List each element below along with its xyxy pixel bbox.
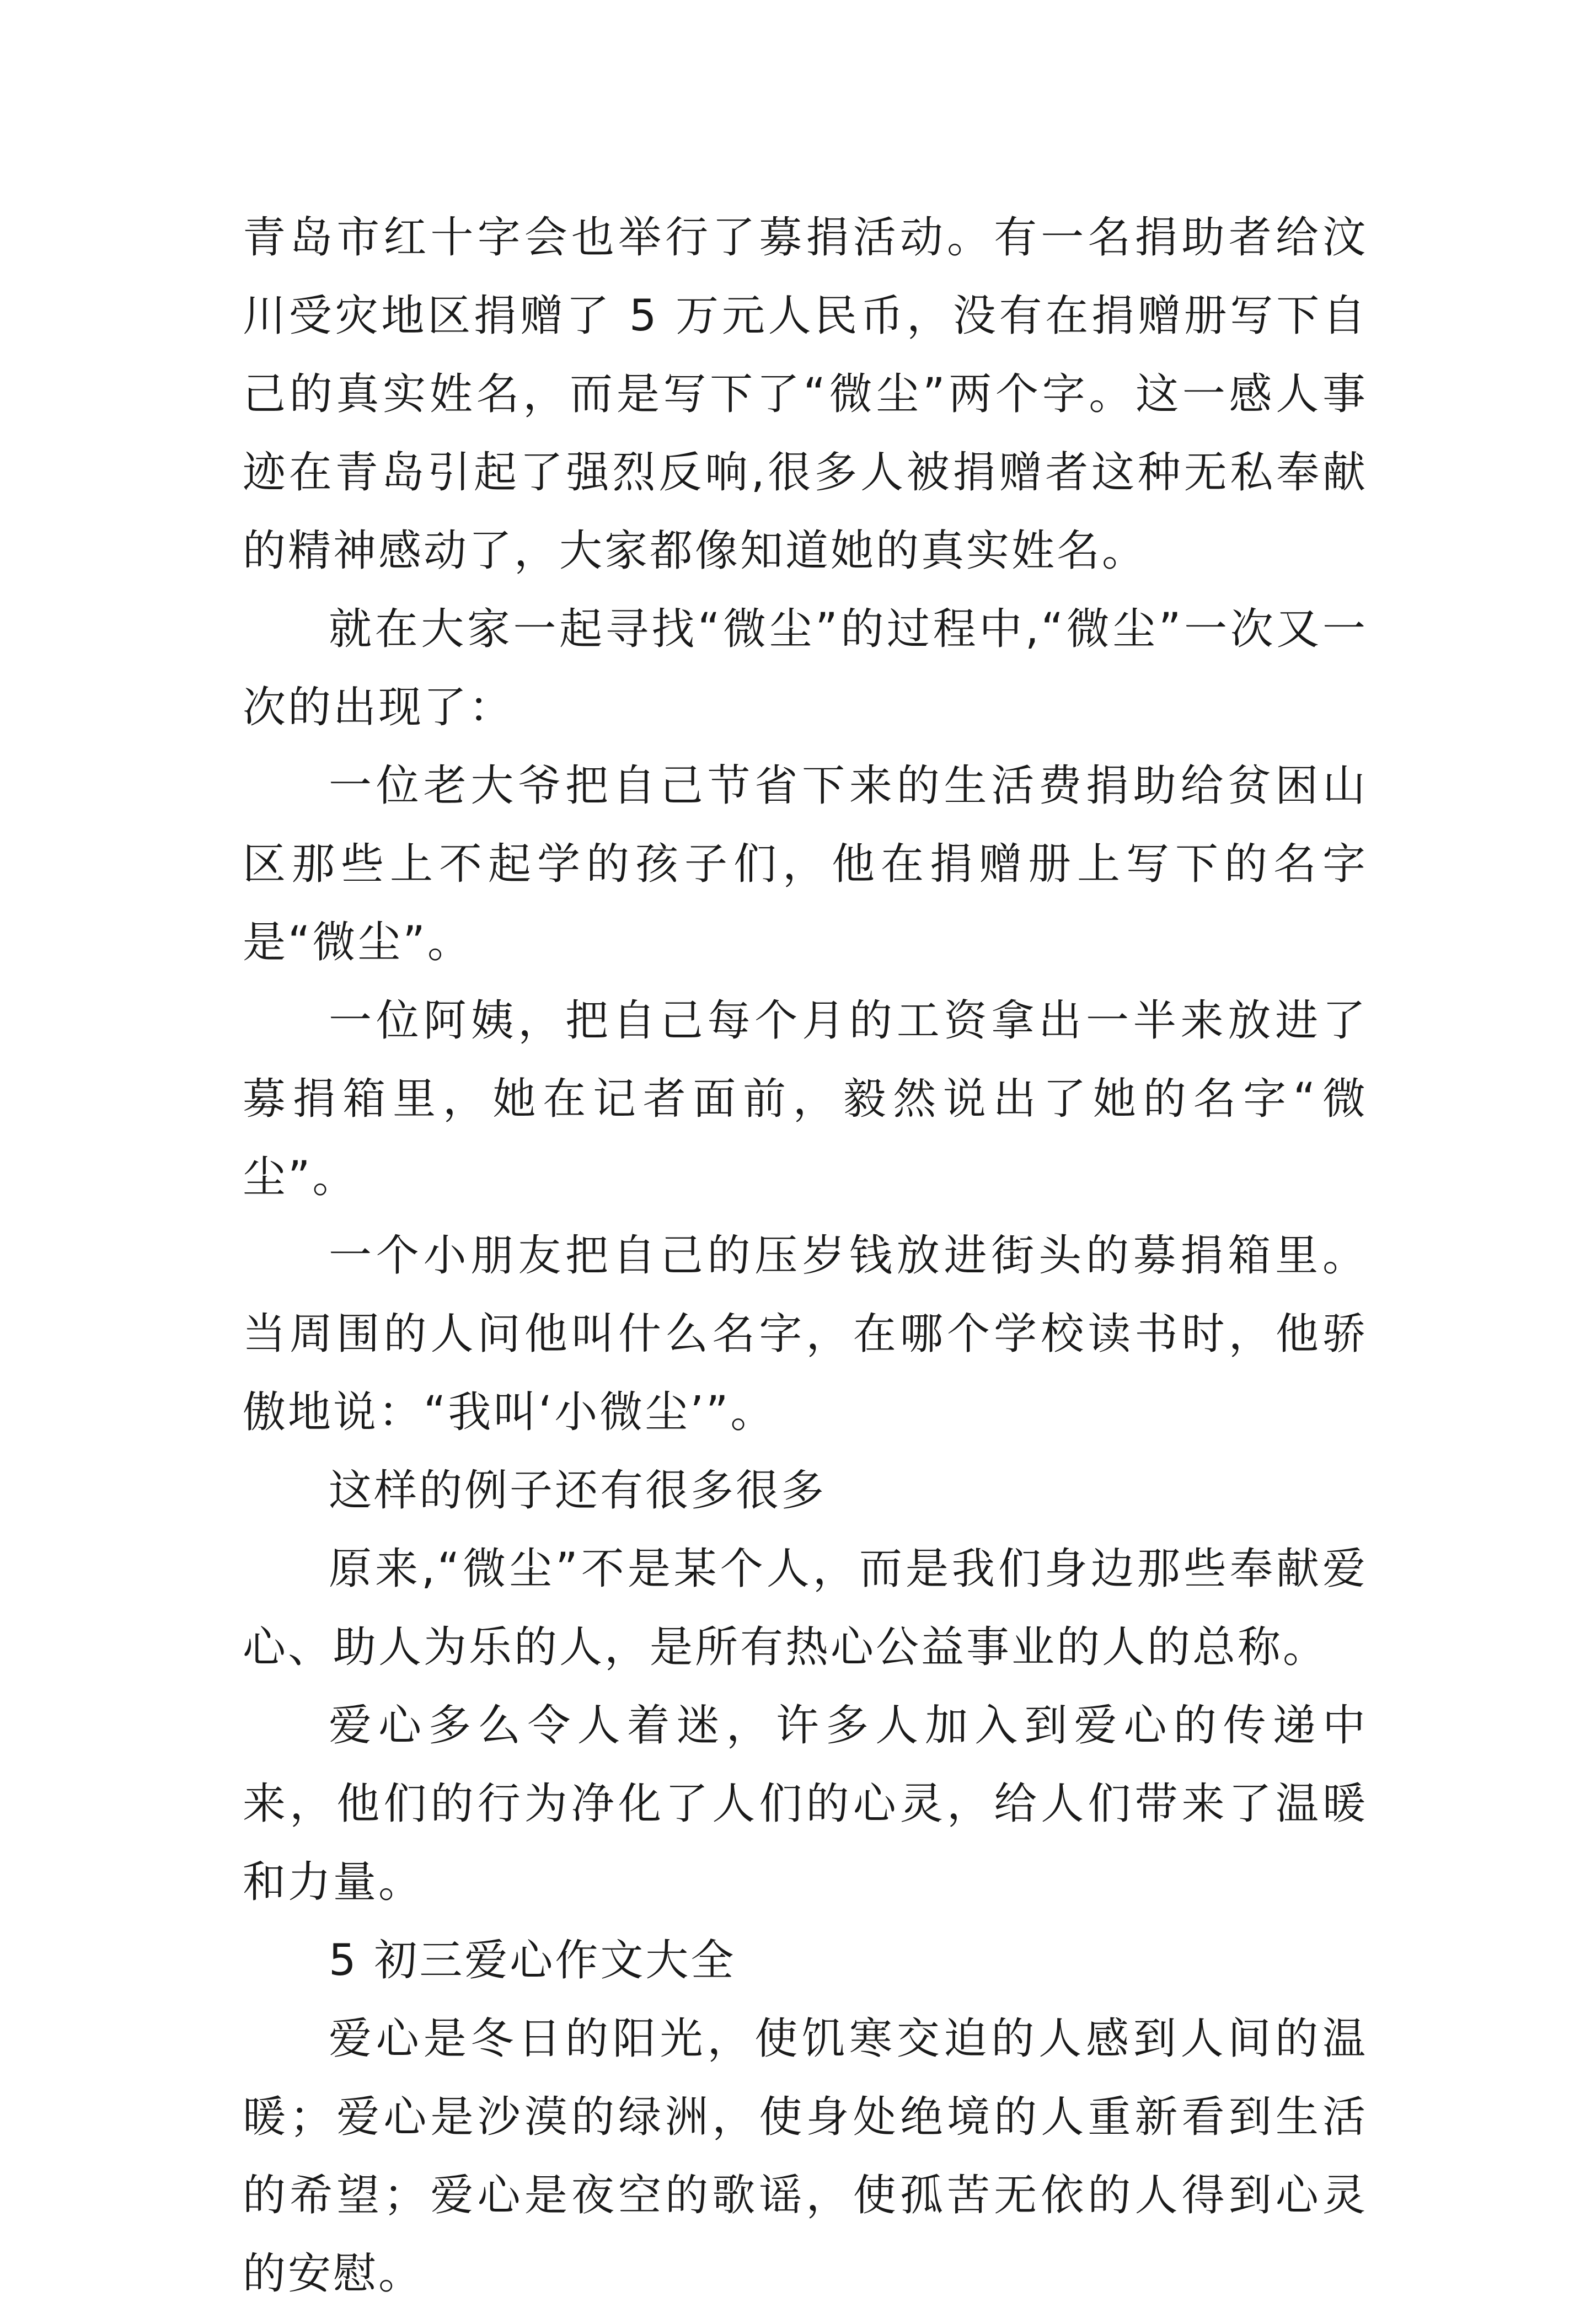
paragraph-5: 一个小朋友把自己的压岁钱放进街头的募捐箱里。当周围的人问他叫什么名字，在哪个学校读书时，他骄傲地说：“我叫‘小微尘’”。 <box>243 1231 1368 1437</box>
paragraph-10: 爱心是冬日的阳光，使饥寒交迫的人感到人间的温暖；爱心是沙漠的绿洲，使身处绝境的人重新看到生活的希望；爱心是夜空的歌谣，使孤苦无依的人得到心灵的安慰。 <box>243 2014 1368 2299</box>
paragraph-4: 一位阿姨，把自己每个月的工资拿出一半来放进了募捐箱里，她在记者面前，毅然说出了她的名字“微尘”。 <box>243 996 1368 1202</box>
paragraph-8: 爱心多么令人着迷，许多人加入到爱心的传递中来，他们的行为净化了人们的心灵，给人们带来了温暖和力量。 <box>243 1701 1368 1907</box>
paragraph-1: 青岛市红十字会也举行了募捐活动。有一名捐助者给汶川受灾地区捐赠了 5 万元人民币，没有在捐赠册写下自己的真实姓名，而是写下了“微尘”两个字。这一感人事迹在青岛引起了强烈反响,很多人被捐赠者这种无私奉献的精神感动了，大家都像知道她的真实姓名。 <box>243 213 1368 576</box>
section-heading: 5 初三爱心作文大全 <box>329 1936 736 1985</box>
document-body <box>243 199 1368 2313</box>
paragraph-6: 这样的例子还有很多很多 <box>329 1466 827 1516</box>
paragraph-7: 原来,“微尘”不是某个人，而是我们身边那些奉献爱心、助人为乐的人，是所有热心公益事业的人的总称。 <box>243 1544 1368 1672</box>
paragraph-3: 一位老大爷把自己节省下来的生活费捐助给贫困山区那些上不起学的孩子们，他在捐赠册上写下的名字是“微尘”。 <box>243 761 1368 967</box>
paragraph-2: 就在大家一起寻找“微尘”的过程中,“微尘”一次又一次的出现了： <box>243 604 1368 732</box>
